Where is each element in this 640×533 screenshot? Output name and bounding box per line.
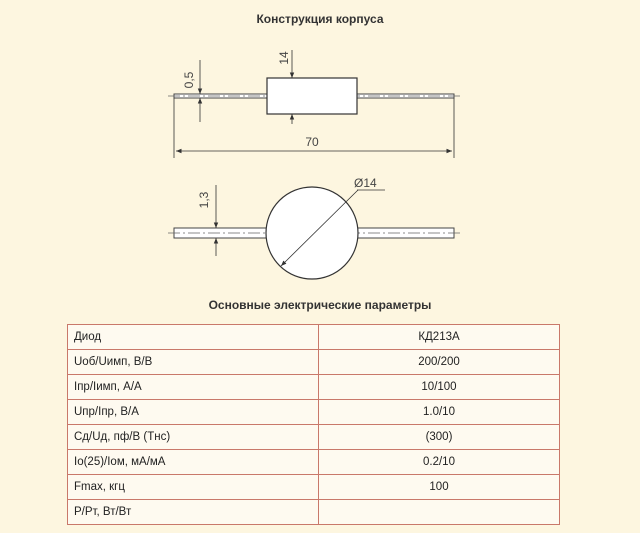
param-cell: P/Pт, Вт/Вт	[68, 500, 319, 525]
dim-diameter: Ø14	[354, 176, 377, 190]
diode-body	[267, 78, 357, 114]
dim-lead-thickness-2: 1,3	[197, 191, 211, 209]
param-cell: Uпр/Iпр, В/А	[68, 400, 319, 425]
table-row	[68, 350, 560, 375]
value-cell: 0.2/10	[319, 450, 560, 475]
table-row	[68, 450, 560, 475]
front-view	[168, 176, 460, 279]
value-cell: (300)	[319, 425, 560, 450]
param-cell: Сд/Uд, пф/В (Тнс)	[68, 425, 319, 450]
table-row	[68, 400, 560, 425]
value-cell: КД213А	[319, 325, 560, 350]
value-cell: 100	[319, 475, 560, 500]
dim-body-height: 14	[277, 51, 291, 65]
value-cell: 200/200	[319, 350, 560, 375]
param-cell: Диод	[68, 325, 319, 350]
table-row	[68, 500, 560, 525]
value-cell: 10/100	[319, 375, 560, 400]
parameters-table	[67, 324, 560, 525]
table-row	[68, 425, 560, 450]
param-cell: Iпр/Iимп, А/А	[68, 375, 319, 400]
table-row	[68, 325, 560, 350]
parameters-title: Основные электрические параметры	[208, 298, 432, 312]
value-cell	[319, 500, 560, 525]
dim-length: 70	[305, 135, 319, 149]
diode-body-circle	[266, 187, 358, 279]
param-cell: Io(25)/Iом, мА/мА	[68, 450, 319, 475]
dim-lead-thickness: 0,5	[182, 71, 196, 89]
table-row	[68, 375, 560, 400]
param-cell: Fmax, кгц	[68, 475, 319, 500]
param-cell: Uоб/Uимп, В/В	[68, 350, 319, 375]
side-view	[168, 50, 460, 158]
construction-title: Конструкция корпуса	[256, 12, 384, 26]
value-cell: 1.0/10	[319, 400, 560, 425]
table-row	[68, 475, 560, 500]
